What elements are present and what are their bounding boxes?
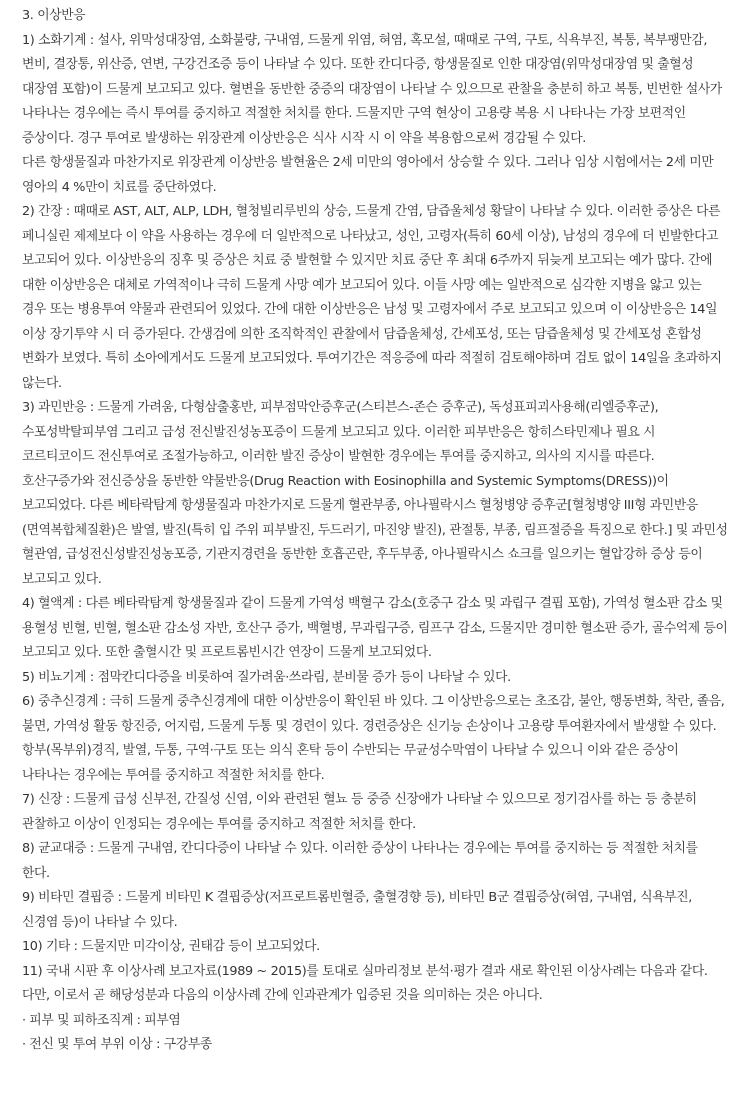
paragraph-gastrointestinal-infants: 다른 항생물질과 마찬가지로 위장관계 이상반응 발현율은 2세 미만의 영아에서 상승할 수 있다. 그러나 임상 시험에서는 2세 미만 영아의 4 %만이 치료를 중단하였다.	[22, 155, 714, 195]
paragraph-postmarketing: 11) 국내 시판 후 이상사례 보고자료(1989 ~ 2015)를 토대로 실마리정보 분석·평가 결과 새로 확인된 이상사례는 다음과 같다. 다만, 이로서 곧 해당성분과 다음의 이상사례 간에 인과관계가 입증된 것을 의미하는 것은 아니다.	[22, 963, 708, 1003]
paragraph-other: 10) 기타 : 드물지만 미각이상, 권태감 등이 보고되었다.	[22, 939, 320, 954]
paragraph-hypersensitivity: 3) 과민반응 : 드물게 가려움, 다형삼출홍반, 피부점막안증후군(스티븐스-존슨 증후군), 독성표피괴사용해(리엘증후군), 수포성박탈피부염 그리고 급성 전신발진성농포증이 드물게 보고되고 있다. 이러한 피부반응은 항히스타민제나 필요 시 코르티코이드 전신투여로 조절가능하고, 이러한 발진 증상이 발현한 경우에는 투여를 중지하고, 의사의 지시를 따른다. 호산구증가와 전신증상을 동반한 약물반응(Drug Reaction with Eosinophilla and Systemic Symptoms(DRESS))이 보고되었다. 다른 베타락탐계 항생물질과 마찬가지로 드물게 혈관부종, 아나필락시스 혈청병양 증후군[혈청병양 III형 과민반응(면역복합체질환)은 발열, 발진(특히 입 주위 피부발진, 두드러기, 마진양 발진), 관절통, 부종, 림프절증을 특징으로 한다.] 및 과민성 혈관염, 급성전신성발진성농포증, 기관지경련을 동반한 호흡곤란, 후두부종, 아나필락시스 쇼크를 일으키는 혈압강하 증상 등이 보고되고 있다.	[22, 400, 728, 587]
paragraph-blood: 4) 혈액계 : 다른 베타락탐계 항생물질과 같이 드물게 가역성 백혈구 감소(호중구 감소 및 과립구 결핍 포함), 가역성 혈소판 감소 및 용혈성 빈혈, 빈혈, 혈소판 감소성 자반, 호산구 증가, 백혈병, 무과립구증, 림프구 감소, 드물지만 경미한 혈소판 증가, 골수억제 등이 보고되고 있다. 또한 출혈시간 및 프로트롬빈시간 연장이 드물게 보고되었다.	[22, 596, 728, 660]
paragraph-gastrointestinal: 1) 소화기계 : 설사, 위막성대장염, 소화불량, 구내염, 드물게 위염, 혀염, 혹모설, 때때로 구역, 구토, 식욕부진, 복통, 복부팽만감, 변비, 결장통, 위산증, 연변, 구강건조증 등이 나타날 수 있다. 또한 칸디다증, 항생물질로 인한 대장염(위막성대장염 및 출혈성 대장염 포함)이 드물게 보고되고 있다. 혈변을 동반한 중증의 대장염이 나타날 수 있으므로 관찰을 충분히 하고 복통, 빈번한 설사가 나타나는 경우에는 즉시 투여를 중지하고 적절한 처치를 한다. 드물지만 구역 현상이 고용량 복용 시 나타나는 가장 보편적인 증상이다. 경구 투여로 발생하는 위장관계 이상반응은 식사 시작 시 이 약을 복용함으로써 경감될 수 있다.	[22, 32, 722, 146]
paragraph-vitamin-deficiency: 9) 비타민 결핍증 : 드물게 비타민 K 결핍증상(저프로트롬빈혈증, 출혈경향 등), 비타민 B군 결핍증상(혀염, 구내염, 식욕부진, 신경염 등)이 나타날 수 있다.	[22, 890, 692, 930]
paragraph-liver: 2) 간장 : 때때로 AST, ALT, ALP, LDH, 혈청빌리루빈의 상승, 드물게 간염, 담즙울체성 황달이 나타날 수 있다. 이러한 증상은 다른 페니실린 제제보다 이 약을 사용하는 경우에 더 일반적으로 나타났고, 성인, 고령자(특히 60세 이상), 남성의 경우에 더 빈발한다고 보고되어 있다. 이상반응의 징후 및 증상은 치료 중 발현할 수 있지만 치료 중단 후 최대 6주까지 뒤늦게 보고되는 예가 많다. 간에 대한 이상반응은 대체로 가역적이나 극히 드물게 사망 예가 보고되어 있다. 이들 사망 예는 일반적으로 심각한 지병을 앓고 있는 경우 또는 병용투여 약물과 관련되어 있었다. 간에 대한 이상반응은 남성 및 고령자에서 주로 보고되고 있으며 이 이상반응은 14일 이상 장기투약 시 더 증가된다. 간생검에 의한 조직학적인 관찰에서 담즙울체성, 간세포성, 또는 담즙울체성 및 간세포성 혼합성 변화가 보였다. 특히 소아에게서도 드물게 보고되었다. 투여기간은 적응증에 따라 적절히 검토해야하며 검토 없이 14일을 초과하지 않는다.	[22, 204, 722, 391]
paragraph-urogenital: 5) 비뇨기계 : 점막칸디다증을 비롯하여 질가려움·쓰라림, 분비물 증가 등이 나타날 수 있다.	[22, 669, 511, 685]
paragraph-kidney: 7) 신장 : 드물게 급성 신부전, 간질성 신염, 이와 관련된 혈뇨 등 중증 신장애가 나타날 수 있으므로 정기검사를 하는 등 충분히 관찰하고 이상이 인정되는 경우에는 투여를 중지하고 적절한 처치를 한다.	[22, 792, 697, 832]
list-item-systemic: · 전신 및 투여 부위 이상 : 구강부종	[22, 1037, 212, 1052]
paragraph-cns: 6) 중추신경계 : 극히 드물게 중추신경계에 대한 이상반응이 확인된 바 있다. 그 이상반응으로는 초조감, 불안, 행동변화, 착란, 졸음, 불면, 가역성 활동 항진증, 어지럼, 드물게 두통 및 경련이 있다. 경련증상은 신기능 손상이나 고용량 투여환자에서 발생할 수 있다. 항부(목부위)경직, 발열, 두통, 구역·구토 또는 의식 혼탁 등이 수반되는 무균성수막염이 나타날 수 있으니 이와 같은 증상이 나타나는 경우에는 투여를 중지하고 적절한 처치를 한다.	[22, 694, 725, 783]
list-item-skin: · 피부 및 피하조직계 : 피부염	[22, 1012, 181, 1028]
paragraph-superinfection: 8) 균교대증 : 드물게 구내염, 칸디다증이 나타날 수 있다. 이러한 증상이 나타나는 경우에는 투여를 중지하는 등 적절한 처치를 한다.	[22, 841, 698, 881]
section-heading: 3. 이상반응	[22, 8, 86, 23]
